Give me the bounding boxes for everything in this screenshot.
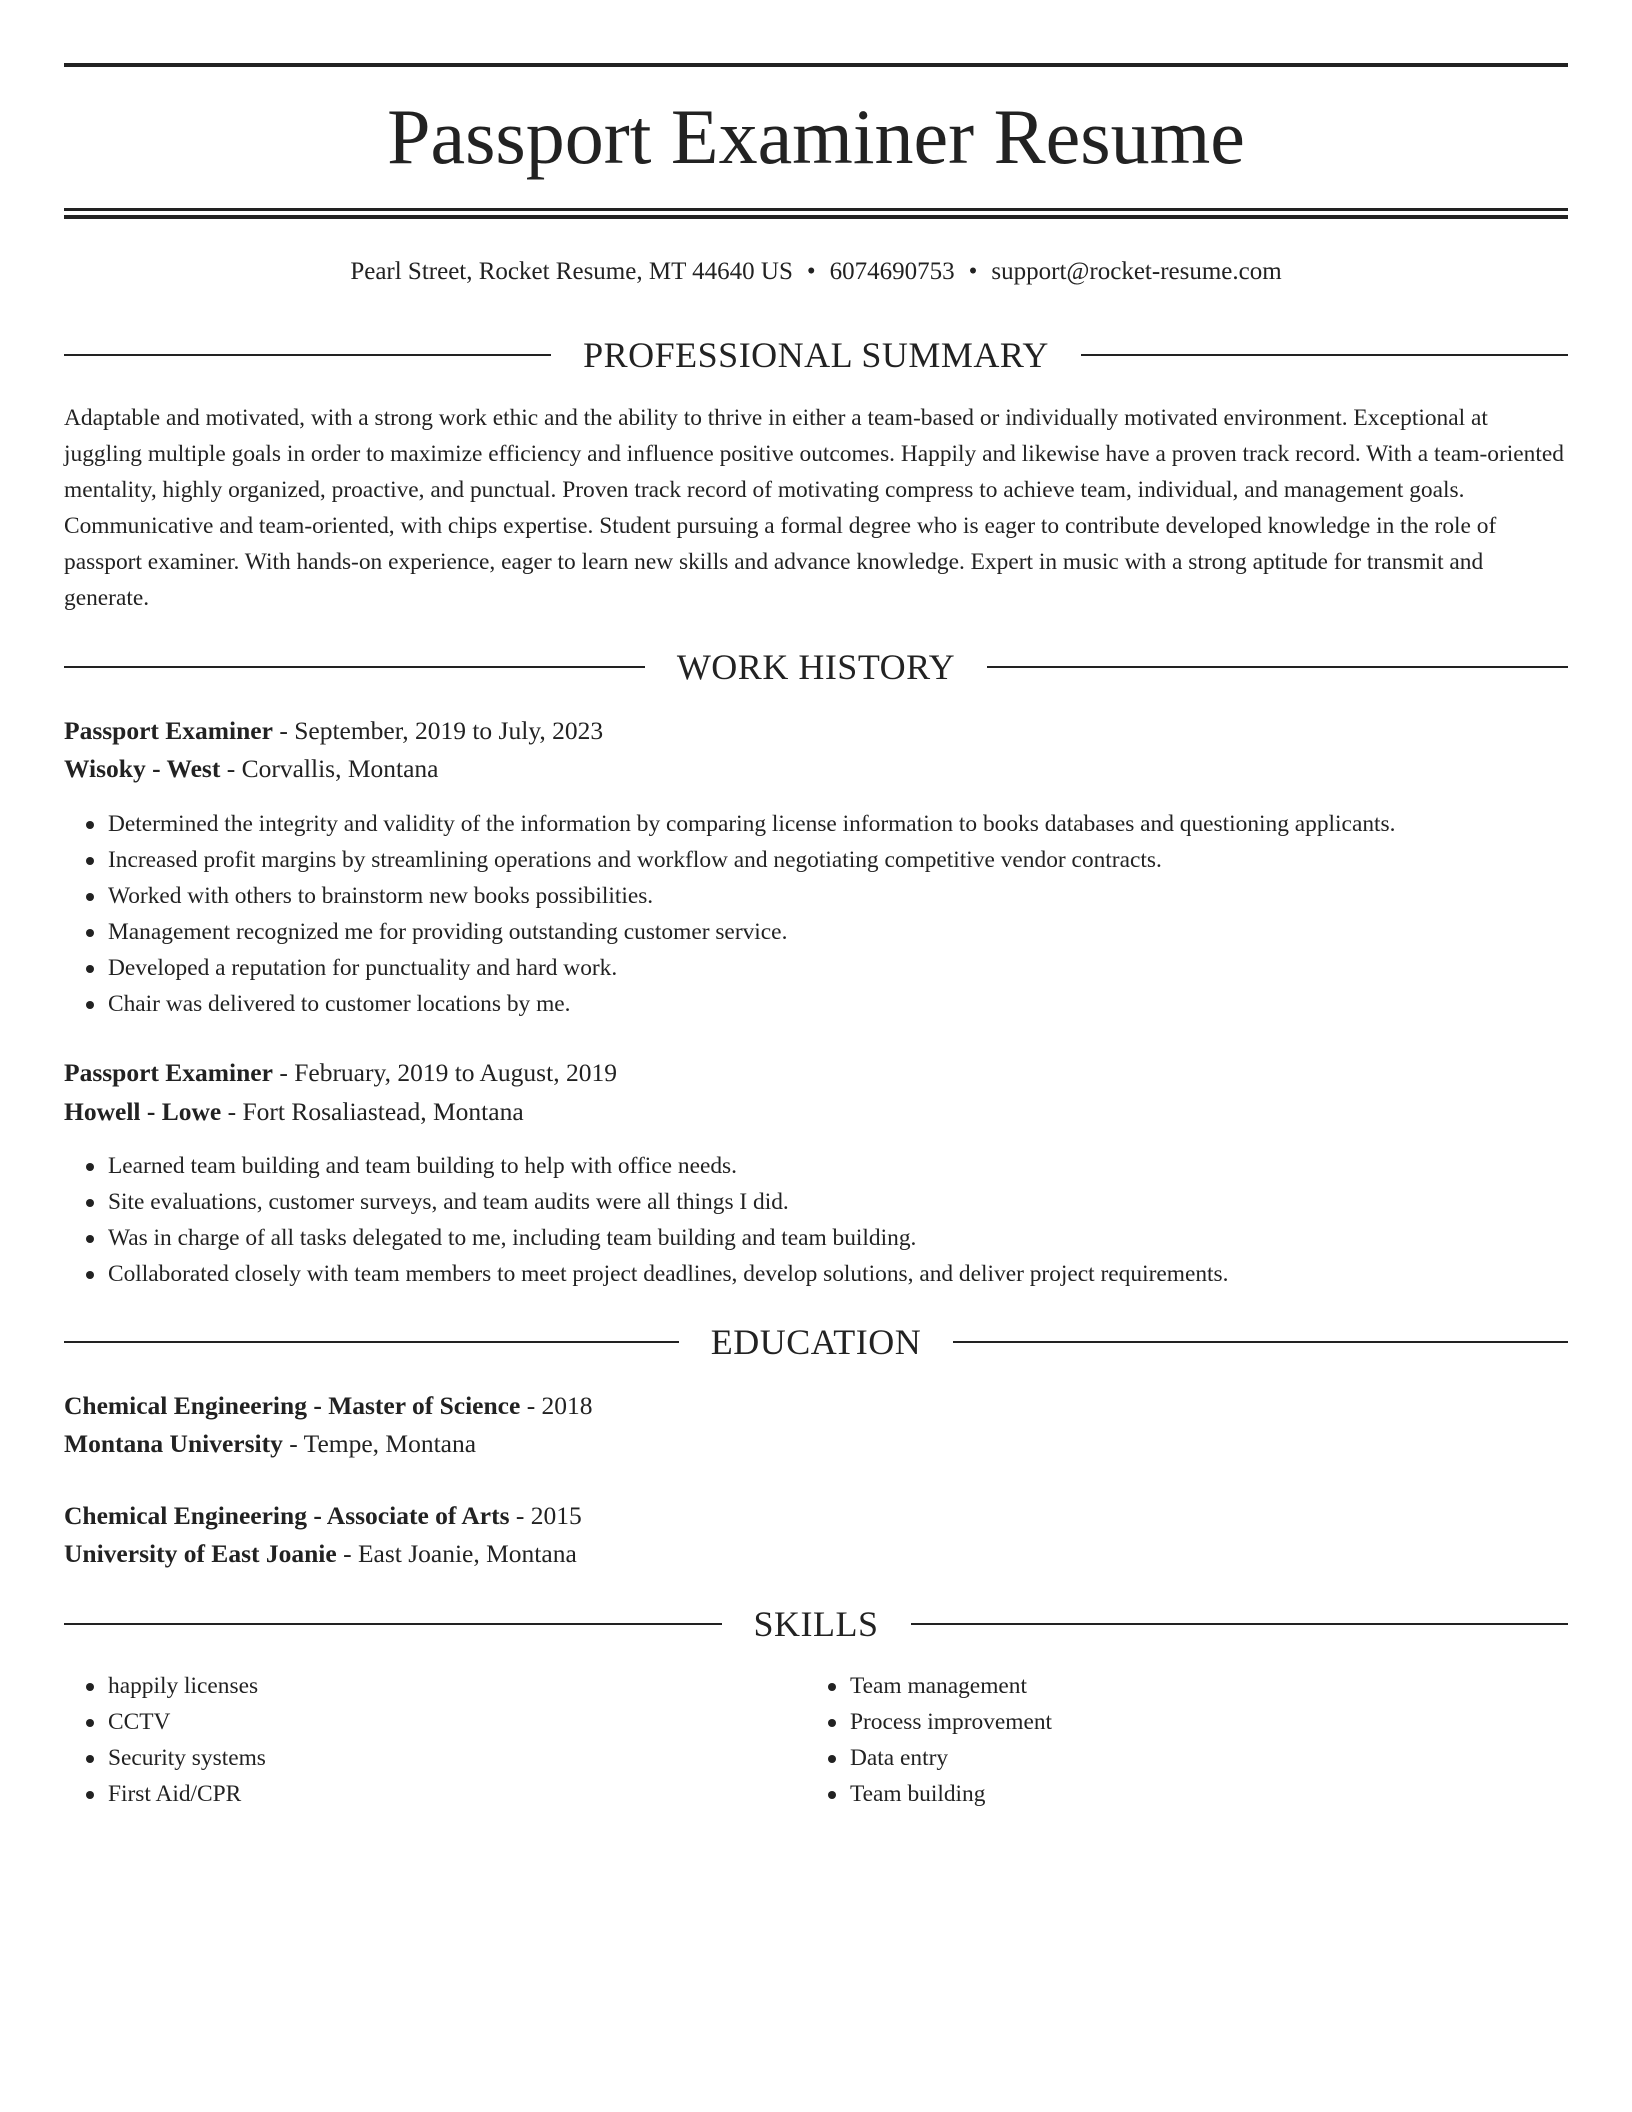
contact-phone: 6074690753	[829, 258, 955, 285]
school: Montana University	[64, 1429, 283, 1458]
job-bullet-list	[64, 1148, 1612, 1292]
section-title: PROFESSIONAL SUMMARY	[583, 335, 1049, 375]
skill-item: Process improvement	[850, 1704, 1550, 1740]
school: University of East Joanie	[64, 1539, 337, 1568]
skill-item: Team management	[850, 1668, 1550, 1704]
list-item: Worked with others to brainstorm new books possibilities.	[108, 878, 1612, 914]
degree-line	[64, 1498, 1568, 1534]
degree-year: - 2018	[520, 1391, 593, 1420]
job-company-line	[64, 1094, 1568, 1130]
skills-list-left	[64, 1668, 808, 1812]
section-heading-skills	[64, 1602, 1568, 1646]
section-title: WORK HISTORY	[676, 647, 956, 687]
list-item: Developed a reputation for punctuality and hard work.	[108, 950, 1612, 986]
section-title: SKILLS	[753, 1604, 879, 1644]
job-title: Passport Examiner	[64, 1058, 273, 1087]
job-title-line	[64, 713, 1568, 749]
heading-rule-left	[64, 1341, 679, 1343]
school-line	[64, 1426, 1568, 1462]
section-heading-work-history	[64, 645, 1568, 689]
job-company: Wisoky - West	[64, 754, 221, 783]
job-title-line	[64, 1055, 1568, 1091]
job-company-line	[64, 751, 1568, 787]
heading-rule-right	[953, 1341, 1568, 1343]
degree: Chemical Engineering - Associate of Arts	[64, 1501, 510, 1530]
list-item: Chair was delivered to customer locations by me.	[108, 986, 1612, 1022]
job-company: Howell - Lowe	[64, 1097, 222, 1126]
skills-list-right	[806, 1668, 1550, 1812]
list-item: Learned team building and team building to help with office needs.	[108, 1148, 1612, 1184]
degree-year: - 2015	[509, 1501, 582, 1530]
skill-item: Data entry	[850, 1740, 1550, 1776]
list-item: Was in charge of all tasks delegated to me, including team building and team building.	[108, 1220, 1612, 1256]
heading-rule-right	[987, 666, 1568, 668]
contact-email: support@rocket-resume.com	[991, 258, 1282, 285]
section-heading-summary	[64, 333, 1568, 377]
job-location: - Corvallis, Montana	[220, 754, 439, 783]
page-title: Passport Examiner Resume	[387, 93, 1245, 180]
skill-item: Security systems	[108, 1740, 808, 1776]
contact-separator: •	[806, 258, 816, 285]
summary-text: Adaptable and motivated, with a strong work ethic and the ability to thrive in either a team-based or individually motivated environment. Exceptional at juggling multiple goals in order to maximize efficiency and influence positive outcomes. Happily and likewise have a proven track record. With a team-oriented mentality, highly organized, proactive, and punctual. Proven track record of motivating compress to achieve team, individual, and management goals. Communicative and team-oriented, with chips expertise. Student pursuing a formal degree who is eager to contribute developed knowledge in the role of passport examiner. With hands-on experience, eager to learn new skills and advance knowledge. Expert in music with a strong aptitude for transmit and generate.	[64, 405, 1564, 612]
degree: Chemical Engineering - Master of Science	[64, 1391, 521, 1420]
list-item: Increased profit margins by streamlining operations and workflow and negotiating competitive vendor contracts.	[108, 842, 1612, 878]
school-line	[64, 1536, 1568, 1572]
list-item: Determined the integrity and validity of the information by comparing license information to books databases and questioning applicants.	[108, 806, 1612, 842]
job-dates: - February, 2019 to August, 2019	[272, 1058, 617, 1087]
list-item: Site evaluations, customer surveys, and team audits were all things I did.	[108, 1184, 1612, 1220]
job-title: Passport Examiner	[64, 716, 273, 745]
skill-item: Team building	[850, 1776, 1550, 1812]
skill-item: First Aid/CPR	[108, 1776, 808, 1812]
job-bullet-list	[64, 806, 1612, 1022]
school-location: - Tempe, Montana	[282, 1429, 477, 1458]
heading-rule-left	[64, 666, 645, 668]
job-dates: - September, 2019 to July, 2023	[272, 716, 604, 745]
contact-address: Pearl Street, Rocket Resume, MT 44640 US	[350, 258, 793, 285]
contact-line	[64, 254, 1568, 290]
heading-rule-right	[1081, 354, 1568, 356]
contact-separator: •	[968, 258, 978, 285]
section-heading-education	[64, 1320, 1568, 1364]
skill-item: happily licenses	[108, 1668, 808, 1704]
list-item: Management recognized me for providing outstanding customer service.	[108, 914, 1612, 950]
skill-item: CCTV	[108, 1704, 808, 1740]
section-title: EDUCATION	[710, 1322, 922, 1362]
heading-rule-left	[64, 1623, 722, 1625]
title-top-rule	[64, 63, 1568, 67]
heading-rule-left	[64, 354, 551, 356]
title-bottom-rule-double	[64, 215, 1568, 219]
list-item: Collaborated closely with team members to meet project deadlines, develop solutions, and deliver project requirements.	[108, 1256, 1612, 1292]
heading-rule-right	[911, 1623, 1569, 1625]
title-bottom-rule	[64, 208, 1568, 211]
degree-line	[64, 1388, 1568, 1424]
job-location: - Fort Rosaliastead, Montana	[221, 1097, 524, 1126]
school-location: - East Joanie, Montana	[336, 1539, 577, 1568]
